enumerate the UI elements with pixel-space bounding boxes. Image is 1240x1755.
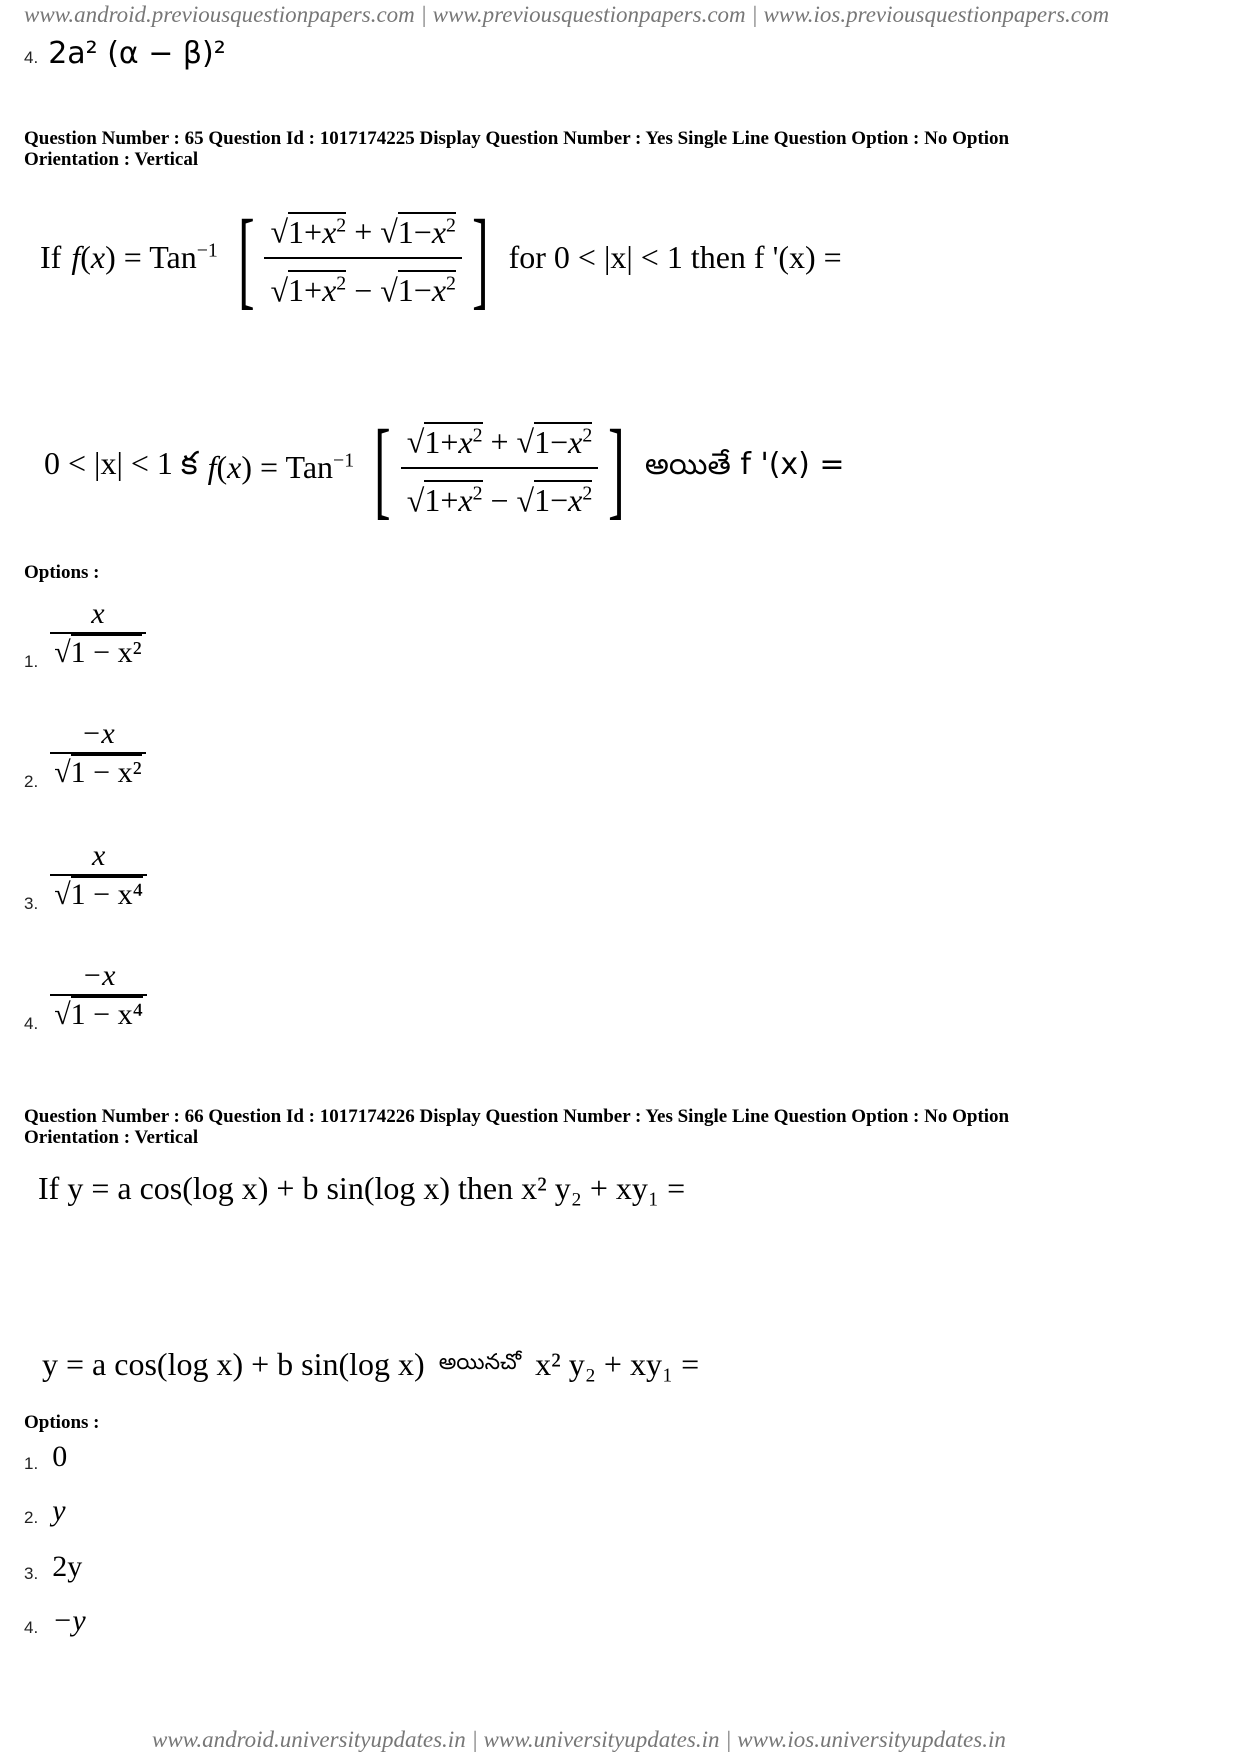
option-number: 4. (24, 1618, 39, 1637)
option-value: 2a² (α − β)² (48, 36, 226, 71)
telugu-expression: y = a cos(log x) + b sin(log x) (42, 1346, 425, 1382)
option-value: −y (52, 1604, 86, 1637)
q66-option-2[interactable] (24, 1494, 66, 1528)
question-65-english: If f(x) = Tan$^{-1}$ [ $√1+x^2 + √1-x^2$ $√1+x^2 - √1-x^2$ ] for 0 < |x| < 1 then f '(x) = (40, 196, 842, 319)
option-number: 4. (24, 1014, 39, 1033)
question-65-telugu: 0 < |x| < 1 క f(x) = Tan$^{-1}$ [ $√1+x^2 + √1-x^2$ $√1+x^2 - √1-x^2$ ] అయితే f '(x) = (44, 406, 845, 529)
option-number: 2. (24, 1508, 39, 1527)
option-radicand: 1 − x² (70, 756, 142, 789)
option-number: 3. (24, 1564, 39, 1583)
bracketed-fraction: [ $√1+x^2 + √1-x^2$ $√1+x^2 - √1-x^2$ ] (237, 196, 489, 319)
q65-option-1[interactable]: 1. $\frac{x}{\text{√1 − x²}}$ (24, 596, 146, 672)
option-value: 0 (52, 1440, 68, 1473)
meta-line-1: Question Number : 65 Question Id : 1017174225 Display Question Number : Yes Single Line Question Option : No Option (24, 128, 1010, 149)
meta-line-2: Orientation : Vertical (24, 149, 199, 170)
telugu-tail: అయితే f '(x) = (644, 446, 845, 482)
footer-links: www.android.universityupdates.in | www.universityupdates.in | www.ios.universityupdates.in (152, 1727, 1006, 1752)
option-numerator: x (91, 839, 106, 872)
telugu-lead: 0 < |x| < 1 క (44, 445, 198, 482)
option-radicand: 1 − x² (70, 636, 142, 669)
bracketed-fraction: [ $√1+x^2 + √1-x^2$ $√1+x^2 - √1-x^2$ ] (374, 406, 625, 529)
q66-option-3[interactable] (24, 1550, 82, 1584)
option-numerator: x (91, 597, 105, 630)
options-heading: Options : (24, 1412, 100, 1433)
q65-option-3[interactable]: 3. $\frac{x}{\text{√1 − x⁴}}$ (24, 838, 147, 914)
telugu-tail: x² y₂ + xy₁ = (535, 1346, 700, 1382)
option-number: 4. (24, 48, 39, 67)
option-numerator: −x (81, 959, 116, 992)
meta-line-2: Orientation : Vertical (24, 1127, 199, 1148)
option-value: 2y (52, 1550, 83, 1583)
condition-text: for 0 < |x| < 1 then f '(x) = (508, 239, 842, 276)
question-66-meta (24, 1106, 1214, 1148)
options-heading: Options : (24, 562, 100, 583)
q66-option-4[interactable] (24, 1604, 86, 1638)
telugu-word: అయినచో (438, 1349, 522, 1375)
lead-word: If (40, 239, 62, 276)
option-radicand: 1 − x⁴ (70, 878, 144, 911)
q66-option-1[interactable] (24, 1440, 67, 1474)
option-number: 2. (24, 772, 39, 791)
option-number: 1. (24, 652, 39, 671)
question-65-meta (24, 128, 1214, 170)
question-66-telugu (42, 1346, 699, 1383)
option-radicand: 1 − x⁴ (70, 998, 144, 1031)
option-number: 1. (24, 1454, 39, 1473)
meta-line-1: Question Number : 66 Question Id : 1017174226 Display Question Number : Yes Single Line Question Option : No Option (24, 1106, 1010, 1127)
q65-option-2[interactable]: 2. $\frac{-x}{\text{√1 − x²}}$ (24, 716, 146, 792)
option-value: y (52, 1494, 66, 1527)
prev-option-4 (24, 36, 226, 71)
option-number: 3. (24, 894, 39, 913)
header-links: www.android.previousquestionpapers.com | www.previousquestionpapers.com | www.ios.previousquestionpapers.com (24, 2, 1110, 27)
question-66-english: If y = a cos(log x) + b sin(log x) then x² y₂ + xy₁ = (38, 1170, 686, 1206)
option-numerator: −x (81, 717, 115, 750)
q65-option-4[interactable]: 4. $\frac{-x}{\text{√1 − x⁴}}$ (24, 958, 147, 1034)
